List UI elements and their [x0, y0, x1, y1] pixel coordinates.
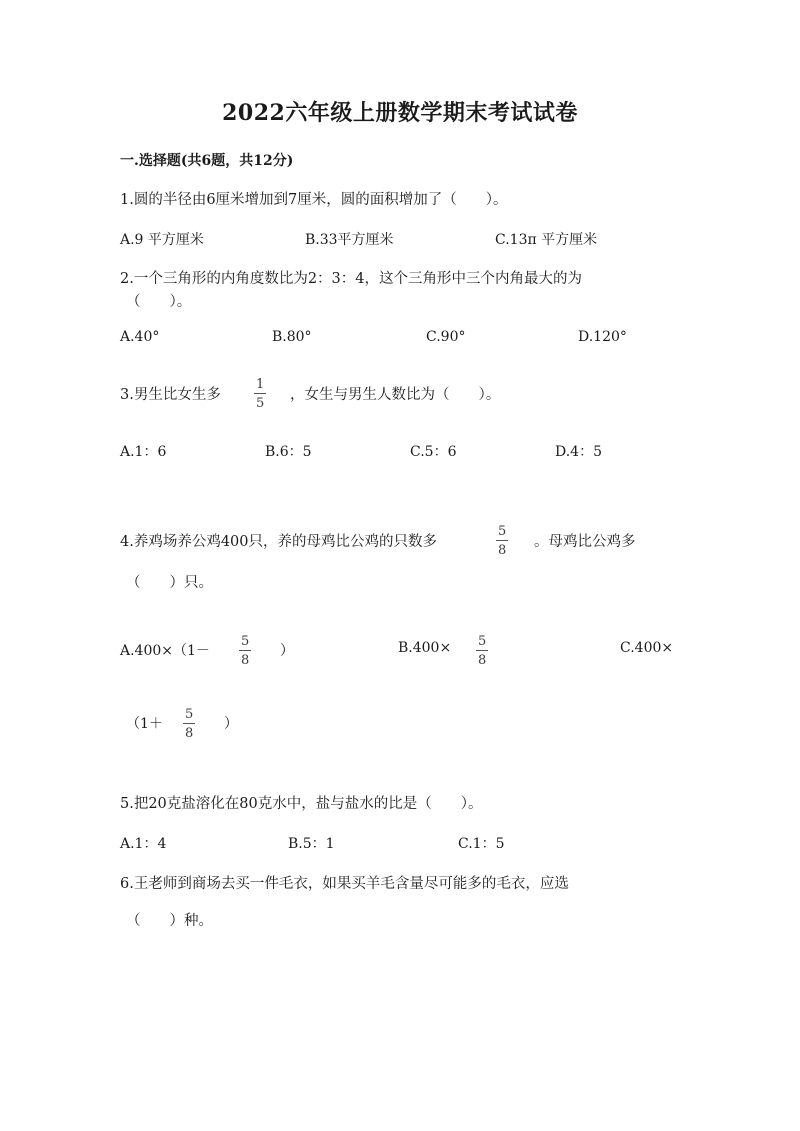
question-5-text: 5.把20克盐溶化在80克水中，盐与盐水的比是（ ）。 [120, 796, 483, 812]
question-3-option-c: C.5：6 [410, 444, 457, 460]
question-4-option-b-prefix: B.400× [398, 640, 452, 656]
fraction-denominator: 8 [241, 653, 250, 668]
question-2-line-2: （ ）。 [126, 294, 192, 310]
fraction-numerator: 1 [256, 377, 265, 392]
question-4-option-a-prefix: A.400×（1－ [120, 643, 210, 659]
question-1-option-b: B.33平方厘米 [305, 232, 394, 248]
question-5-option-a: A.1：4 [120, 836, 167, 852]
page-title: 2022六年级上册数学期末考试试卷 [222, 100, 578, 126]
question-3-text-after-fraction: ，女生与男生人数比为（ ）。 [290, 387, 501, 403]
question-4-option-c-prefix: C.400× [620, 640, 674, 656]
question-4-fraction [495, 525, 509, 557]
question-3-option-a: A.1：6 [120, 444, 167, 460]
question-4-option-a-fraction [238, 635, 252, 667]
fraction-denominator: 8 [185, 726, 194, 741]
fraction-numerator: 5 [478, 634, 487, 649]
fraction-denominator: 8 [478, 653, 487, 668]
fraction-numerator: 5 [498, 524, 507, 539]
question-2-option-a: A.40° [120, 329, 160, 345]
question-4-text-before-fraction: 4.养鸡场养公鸡400只，养的母鸡比公鸡的只数多 [120, 534, 438, 550]
fraction-denominator: 5 [256, 396, 265, 411]
question-3-text-before-fraction: 3.男生比女生多 [120, 387, 221, 403]
question-2-option-b: B.80° [272, 329, 312, 345]
question-3-fraction [253, 378, 267, 410]
question-1-text: 1.圆的半径由6厘米增加到7厘米，圆的面积增加了（ ）。 [120, 192, 508, 208]
fraction-numerator: 5 [185, 707, 194, 722]
fraction-numerator: 5 [241, 634, 250, 649]
question-4-option-c-line-2-prefix: （1＋ [126, 716, 163, 732]
question-4-option-c-fraction [182, 708, 196, 740]
question-4-option-a-suffix: ） [280, 643, 294, 659]
question-5-option-c: C.1：5 [458, 836, 505, 852]
question-2-option-d: D.120° [578, 329, 627, 345]
question-1-option-a: A.9 平方厘米 [120, 232, 204, 248]
section-heading: 一.选择题(共6题，共12分) [120, 153, 294, 169]
question-6-line-2: （ ）种。 [126, 913, 213, 929]
question-1-option-c: C.13π 平方厘米 [495, 232, 598, 248]
question-2-line-1: 2.一个三角形的内角度数比为2：3：4，这个三角形中三个内角最大的为 [120, 271, 583, 287]
question-6-line-1: 6.王老师到商场去买一件毛衣，如果买羊毛含量尽可能多的毛衣，应选 [120, 876, 569, 892]
question-4-line-2: （ ）只。 [126, 575, 213, 591]
question-2-option-c: C.90° [426, 329, 466, 345]
question-4-text-after-fraction: 。母鸡比公鸡多 [534, 534, 636, 550]
question-4-option-b-fraction [475, 635, 489, 667]
question-3-option-d: D.4：5 [555, 444, 602, 460]
question-3-option-b: B.6：5 [265, 444, 312, 460]
question-4-option-c-suffix: ） [224, 716, 238, 732]
fraction-denominator: 8 [498, 543, 507, 558]
question-5-option-b: B.5：1 [288, 836, 335, 852]
